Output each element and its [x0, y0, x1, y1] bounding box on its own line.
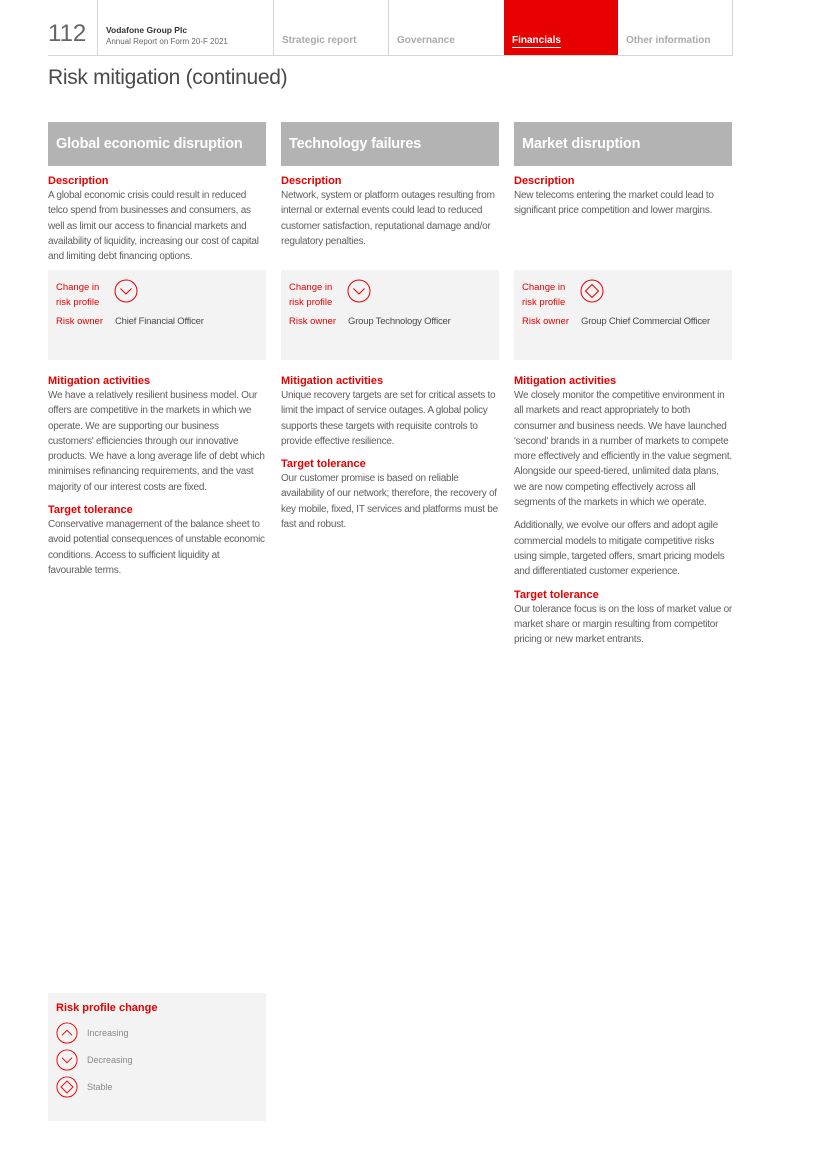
risk-owner-label: Risk owner: [522, 316, 569, 327]
target-tolerance-heading: Target tolerance: [281, 458, 366, 471]
risk-title: Global economic disruption: [48, 122, 266, 166]
page-number: 112: [48, 20, 87, 47]
stable-icon: [56, 1076, 78, 1098]
target-tolerance-heading: Target tolerance: [48, 504, 133, 517]
increasing-icon: [56, 1022, 78, 1044]
risk-profile-label: risk profile: [289, 297, 333, 308]
tab-governance[interactable]: Governance: [397, 35, 455, 46]
description-text: A global economic crisis could result in reduced telco spend from businesses and consumers, as well as limit our access to financial markets and availability of liquidity, increasing our cost of capital and limiting debt financing options.: [48, 190, 259, 263]
target-tolerance-heading: Target tolerance: [514, 588, 599, 601]
legend-label: Decreasing: [87, 1055, 133, 1065]
target-tolerance-text: Our customer promise is based on reliable availability of our network; therefore, the recovery of key mobile, fixed, IT services and platforms must be fast and robust.: [281, 473, 498, 531]
risk-column-market-disruption: [514, 122, 732, 647]
risk-owner-label: Risk owner: [289, 316, 336, 327]
description-text: New telecoms entering the market could lead to significant price competition and lower margins.: [514, 190, 714, 217]
decreasing-icon: [56, 1049, 78, 1071]
risk-profile-label: risk profile: [522, 297, 566, 308]
mitigation-text: Unique recovery targets are set for critical assets to limit the impact of service outages. A global policy supports these targets with requisite controls to provide effective resilience.: [281, 390, 496, 447]
mitigation-heading: Mitigation activities: [281, 375, 384, 387]
legend-title: Risk profile change: [56, 1002, 158, 1014]
report-name: Annual Report on Form 20-F 2021: [106, 37, 228, 46]
risk-owner-value: Group Chief Commercial Officer: [581, 316, 710, 327]
tab-strategic-report[interactable]: Strategic report: [282, 35, 357, 46]
legend-label: Increasing: [87, 1028, 129, 1038]
company-name: Vodafone Group Plc: [106, 25, 188, 35]
tab-other-information[interactable]: Other information: [626, 35, 711, 46]
decreasing-icon: [347, 279, 371, 303]
tab-financials[interactable]: Financials: [504, 0, 618, 55]
mitigation-text: We closely monitor the competitive environment in all markets and react appropriately to both consumer and business needs. We have launched 'second' brands in a number of markets to compete more effectively and efficiently in the value segment. Alongside our speed-tiered, unlimited data plans, we are now competing effectively across all segments of the markets in which we operate.: [514, 390, 732, 509]
risk-profile-label: risk profile: [56, 297, 100, 308]
change-in-label: Change in: [289, 282, 333, 293]
header-divider: [732, 0, 733, 55]
mitigation-heading: Mitigation activities: [48, 375, 151, 387]
header-rule: [48, 55, 733, 56]
risk-owner-value: Chief Financial Officer: [115, 316, 204, 327]
mitigation-text: Additionally, we evolve our offers and adopt agile commercial models to mitigate competitive risks using simple, targeted offers, smart pricing models and differentiated customer experience.: [514, 520, 725, 578]
legend-item-increasing: [56, 1022, 129, 1044]
risk-title: Technology failures: [281, 122, 499, 166]
legend-item-decreasing: [56, 1049, 133, 1071]
target-tolerance-text: Conservative management of the balance sheet to avoid potential consequences of unstable economic conditions. Access to sufficient liquidity at favourable terms.: [48, 519, 265, 576]
risk-profile-box: [48, 270, 266, 360]
description-heading: Description: [281, 175, 342, 187]
legend-item-stable: [56, 1076, 113, 1098]
risk-column-global-economic: [48, 122, 266, 578]
mitigation-heading: Mitigation activities: [514, 375, 617, 387]
risk-owner-value: Group Technology Officer: [348, 316, 451, 327]
risk-profile-box: [514, 270, 732, 360]
header-divider: [97, 0, 98, 55]
risk-title: Market disruption: [514, 122, 732, 166]
decreasing-icon: [114, 279, 138, 303]
risk-column-technology-failures: [281, 122, 499, 532]
mitigation-text: We have a relatively resilient business model. Our offers are competitive in the markets in which we operate. We are supporting our business customers' efficiencies through our innovative products. We have a long average life of debt which minimises refinancing requirements, and the vast majority of our interest costs are fixed.: [48, 390, 265, 493]
risk-profile-box: [281, 270, 499, 360]
change-in-label: Change in: [56, 282, 100, 293]
risk-owner-label: Risk owner: [56, 316, 103, 327]
legend-label: Stable: [87, 1082, 113, 1092]
description-heading: Description: [514, 175, 575, 187]
description-heading: Description: [48, 175, 109, 187]
risk-profile-legend: [48, 993, 266, 1121]
stable-icon: [580, 279, 604, 303]
target-tolerance-text: Our tolerance focus is on the loss of market value or market share or margin resulting from competitor pricing or new market entrants.: [514, 603, 732, 646]
change-in-label: Change in: [522, 282, 566, 293]
description-text: Network, system or platform outages resulting from internal or external events could lead to reduced customer satisfaction, reputational damage and/or regulatory penalties.: [281, 190, 495, 247]
page-title: Risk mitigation (continued): [48, 66, 288, 89]
